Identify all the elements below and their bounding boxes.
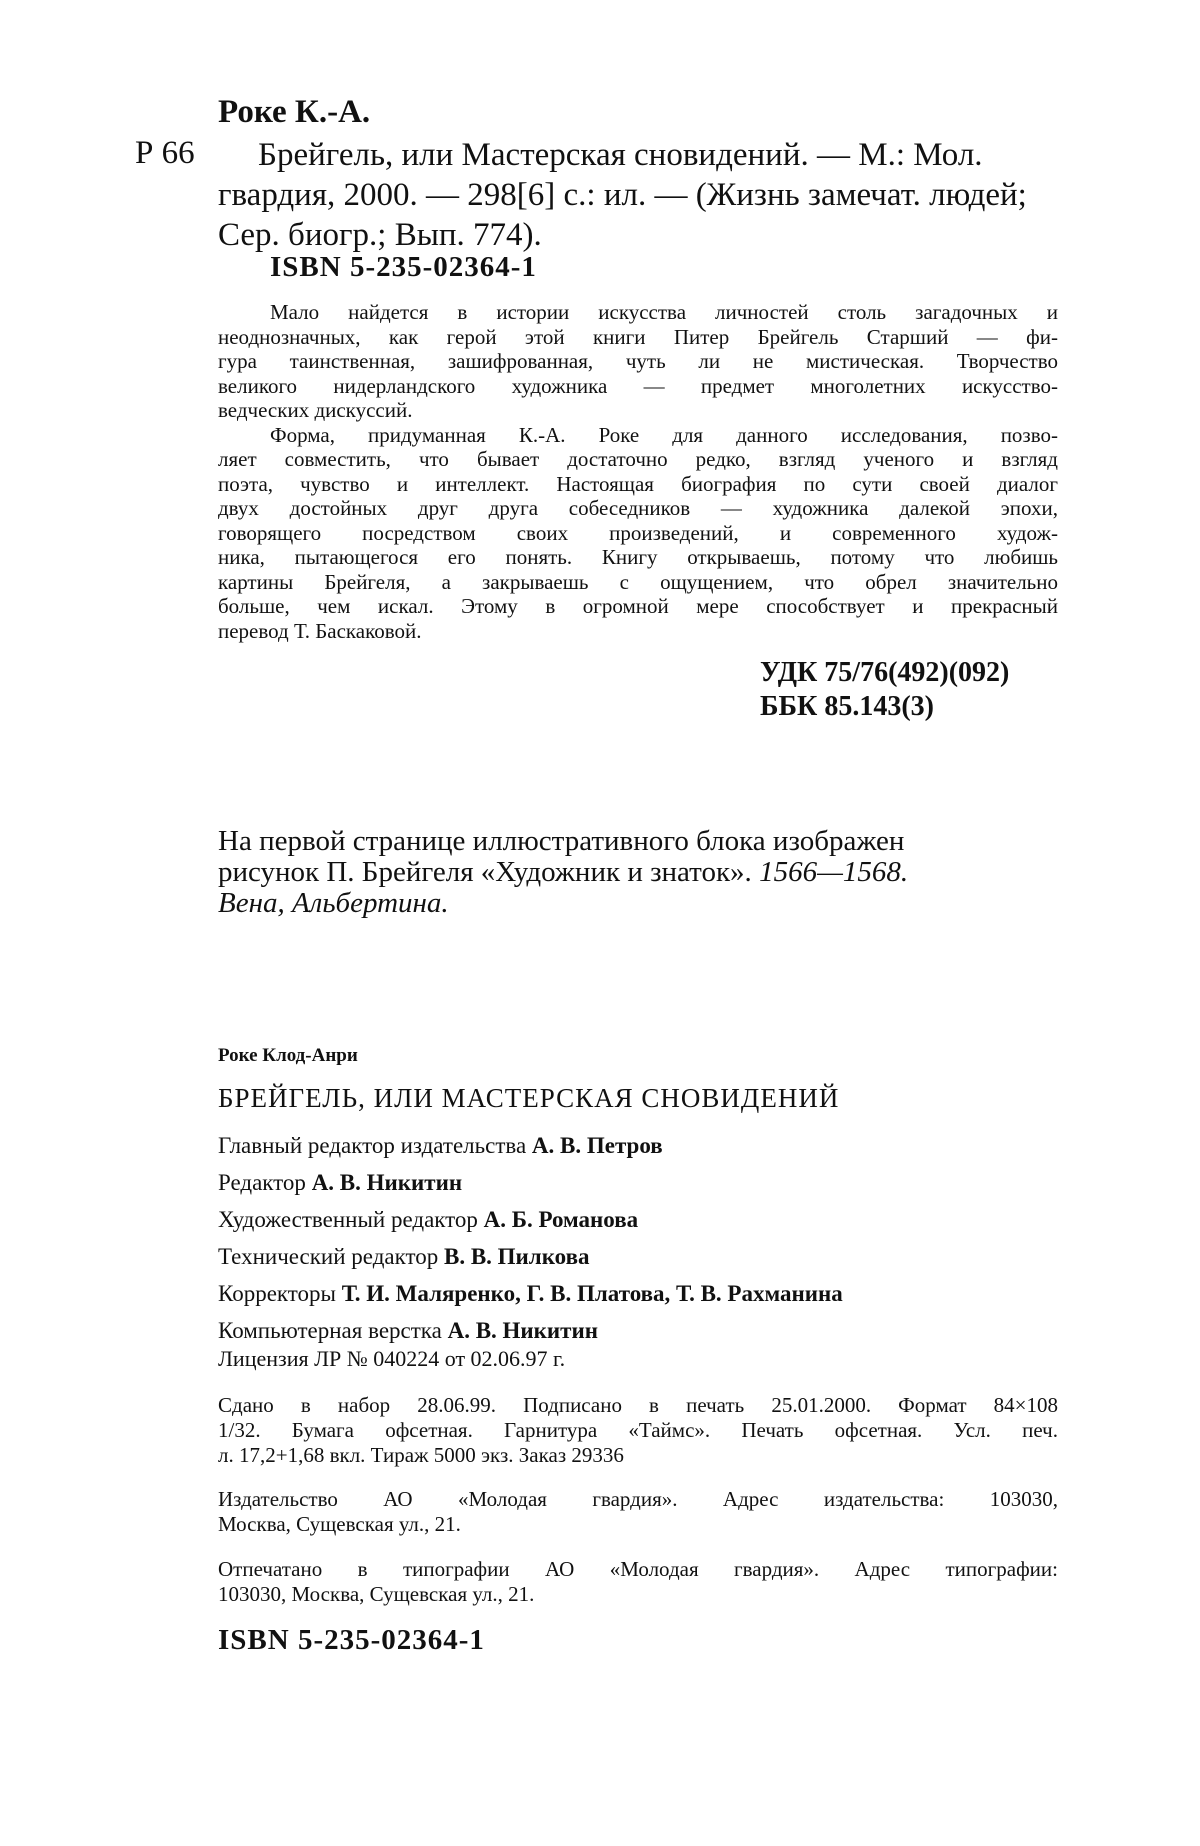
abstract-line: ляет совместить, что бывает достаточно редко, взгляд ученого и взгляд <box>218 447 1058 472</box>
staff-role: Корректоры <box>218 1281 342 1306</box>
staff-row <box>218 1127 843 1164</box>
staff-role: Редактор <box>218 1170 312 1195</box>
illustration-line <box>218 888 1058 919</box>
staff-row <box>218 1275 843 1312</box>
colophon-title: БРЕЙГЕЛЬ, ИЛИ МАСТЕРСКАЯ СНОВИДЕНИЙ <box>218 1083 839 1114</box>
staff-row <box>218 1164 843 1201</box>
catalog-description <box>218 135 1058 255</box>
staff-role: Главный редактор издательства <box>218 1133 532 1158</box>
publisher-line: Москва, Сущевская ул., 21. <box>218 1512 1058 1537</box>
abstract-line: картины Брейгеля, а закрываешь с ощущением, что обрел значительно <box>218 570 1058 595</box>
staff-row <box>218 1238 843 1275</box>
bbk-code: ББК 85.143(3) <box>760 690 1009 724</box>
catalog-line: гвардия, 2000. — 298[6] с.: ил. — (Жизнь замечат. людей; <box>178 175 1058 215</box>
catalog-isbn: ISBN 5-235-02364-1 <box>270 251 537 284</box>
illustration-line <box>218 857 1058 888</box>
illustration-line: На первой странице иллюстративного блока изображен <box>218 826 1058 857</box>
classification-codes <box>760 656 1009 724</box>
udk-code: УДК 75/76(492)(092) <box>760 656 1009 690</box>
staff-name: А. В. Никитин <box>312 1170 462 1195</box>
publisher-info <box>218 1487 1058 1537</box>
staff-role: Технический редактор <box>218 1244 444 1269</box>
staff-role: Компьютерная верстка <box>218 1318 448 1343</box>
colophon-isbn: ISBN 5-235-02364-1 <box>218 1624 485 1657</box>
staff-role: Художественный редактор <box>218 1207 484 1232</box>
staff-name: В. В. Пилкова <box>444 1244 590 1269</box>
print-info-line: Сдано в набор 28.06.99. Подписано в печать 25.01.2000. Формат 84×108 <box>218 1393 1058 1418</box>
abstract-line: гура таинственная, зашифрованная, чуть ли не мистическая. Творчество <box>218 349 1058 374</box>
book-imprint-page <box>0 0 1200 1846</box>
illustration-date: 1566—1568. <box>759 856 908 888</box>
abstract-line: неоднозначных, как герой этой книги Питер Брейгель Старший — фи- <box>218 325 1058 350</box>
staff-row <box>218 1201 843 1238</box>
illustration-location: Вена, Альбертина. <box>218 887 449 919</box>
abstract-line: великого нидерландского художника — предмет многолетних искусство- <box>218 374 1058 399</box>
print-info <box>218 1393 1058 1468</box>
catalog-line: Брейгель, или Мастерская сновидений. — М.: Мол. <box>218 135 1058 175</box>
printer-line: Отпечатано в типографии АО «Молодая гвардия». Адрес типографии: <box>218 1557 1058 1582</box>
catalog-author: Роке К.-А. <box>218 94 370 131</box>
print-info-line: л. 17,2+1,68 вкл. Тираж 5000 экз. Заказ 29336 <box>218 1443 1058 1468</box>
print-info-line: 1/32. Бумага офсетная. Гарнитура «Таймс». Печать офсетная. Усл. печ. <box>218 1418 1058 1443</box>
illustration-text: рисунок П. Брейгеля «Художник и знаток». <box>218 856 759 888</box>
illustration-note <box>218 826 1058 919</box>
call-number: Р 66 <box>135 135 195 172</box>
abstract-line: ведческих дискуссий. <box>218 398 1058 423</box>
abstract-line: поэта, чувство и интеллект. Настоящая биография по сути своей диалог <box>218 472 1058 497</box>
abstract-line: Мало найдется в истории искусства личностей столь загадочных и <box>218 300 1058 325</box>
staff-name: А. В. Никитин <box>448 1318 598 1343</box>
catalog-line: Сер. биогр.; Вып. 774). <box>178 215 1058 255</box>
colophon-author: Роке Клод-Анри <box>218 1045 358 1067</box>
abstract-line: ника, пытающегося его понять. Книгу открываешь, потому что любишь <box>218 545 1058 570</box>
staff-name: А. Б. Романова <box>484 1207 638 1232</box>
abstract <box>218 300 1058 643</box>
editorial-staff <box>218 1127 843 1349</box>
abstract-line: больше, чем искал. Этому в огромной мере способствует и прекрасный <box>218 594 1058 619</box>
printer-info <box>218 1557 1058 1607</box>
staff-row <box>218 1312 843 1349</box>
staff-name: Т. И. Маляренко, Г. В. Платова, Т. В. Рахманина <box>342 1281 843 1306</box>
abstract-line: перевод Т. Баскаковой. <box>218 619 1058 644</box>
abstract-line: двух достойных друг друга собеседников — художника далекой эпохи, <box>218 496 1058 521</box>
license-line: Лицензия ЛР № 040224 от 02.06.97 г. <box>218 1346 565 1372</box>
abstract-line: говорящего посредством своих произведений, и современного худож- <box>218 521 1058 546</box>
abstract-line: Форма, придуманная К.-А. Роке для данного исследования, позво- <box>218 423 1058 448</box>
staff-name: А. В. Петров <box>532 1133 663 1158</box>
publisher-line: Издательство АО «Молодая гвардия». Адрес издательства: 103030, <box>218 1487 1058 1512</box>
printer-line: 103030, Москва, Сущевская ул., 21. <box>218 1582 1058 1607</box>
